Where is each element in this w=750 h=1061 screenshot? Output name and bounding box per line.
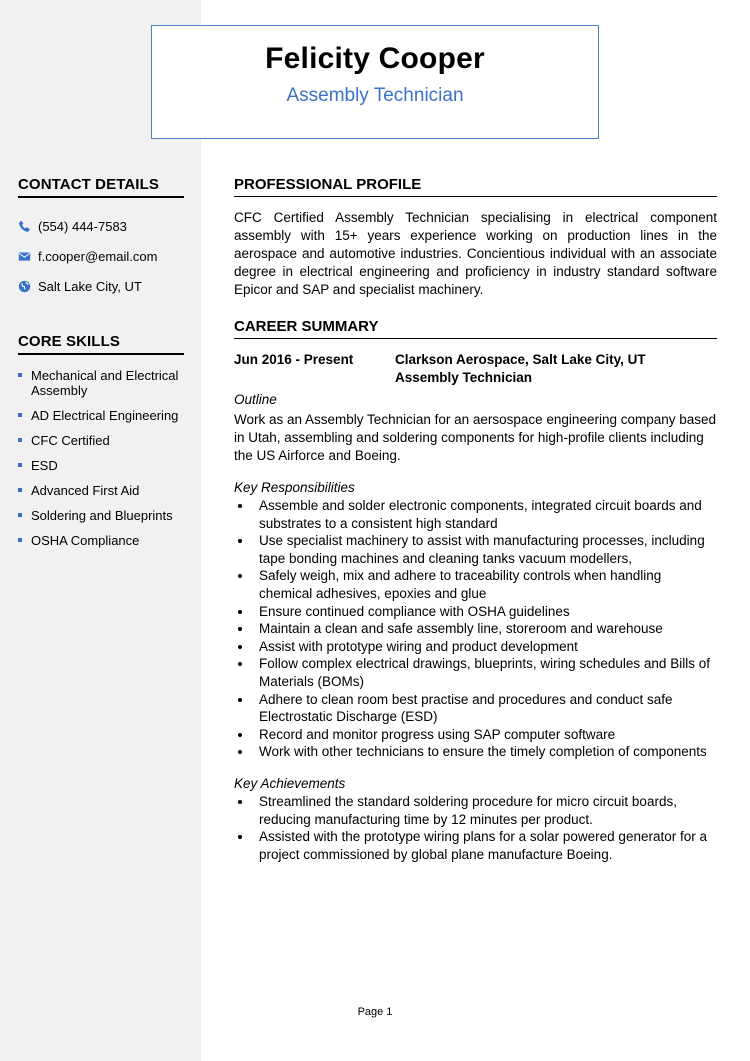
list-item: Work with other technicians to ensure the timely completion of components: [234, 743, 717, 761]
skills-section: [18, 333, 184, 558]
bullet-icon: [234, 638, 259, 656]
list-item: AD Electrical Engineering: [18, 408, 184, 423]
list-item: Use specialist machinery to assist with manufacturing processes, including tape bonding machines and cleaning tanks vacuum modellers,: [234, 532, 717, 567]
square-bullet-icon: [18, 413, 22, 417]
list-item: Follow complex electrical drawings, blueprints, wiring schedules and Bills of Materials (BOMs): [234, 655, 717, 690]
globe-icon: [18, 280, 31, 293]
list-item: CFC Certified: [18, 433, 184, 448]
profile-heading: PROFESSIONAL PROFILE: [234, 176, 717, 197]
list-item: Ensure continued compliance with OSHA guidelines: [234, 603, 717, 621]
list-item: Safely weigh, mix and adhere to traceability controls when handling chemical adhesives, epoxies and glue: [234, 567, 717, 602]
page-number: Page 1: [357, 1006, 393, 1018]
bullet-icon: [234, 691, 259, 726]
job-header: [234, 351, 717, 387]
skills-heading: CORE SKILLS: [18, 333, 184, 355]
phone-icon: [18, 220, 31, 233]
contact-location-text: Salt Lake City, UT: [38, 278, 142, 294]
contact-phone: [18, 211, 184, 241]
header-box: [151, 25, 599, 139]
list-item: Assist with prototype wiring and product development: [234, 638, 717, 656]
list-item: Advanced First Aid: [18, 483, 184, 498]
contact-email-text: f.cooper@email.com: [38, 248, 158, 264]
list-item: ESD: [18, 458, 184, 473]
career-section: [234, 318, 717, 863]
contact-email: [18, 241, 184, 271]
square-bullet-icon: [18, 488, 22, 492]
job-date: Jun 2016 - Present: [234, 352, 354, 367]
skills-list: [18, 368, 184, 548]
list-item: Adhere to clean room best practise and procedures and conduct safe Electrostatic Discharge (ESD): [234, 691, 717, 726]
bullet-icon: [234, 743, 259, 761]
bullet-icon: [234, 726, 259, 744]
square-bullet-icon: [18, 438, 22, 442]
job-company-block: [395, 351, 646, 387]
achievements-label: Key Achievements: [234, 775, 346, 791]
bullet-icon: [234, 567, 259, 602]
contact-location: [18, 271, 184, 301]
bullet-icon: [234, 793, 259, 828]
contact-list: [18, 211, 184, 301]
bullet-icon: [234, 655, 259, 690]
list-item: OSHA Compliance: [18, 533, 184, 548]
outline-text: Work as an Assembly Technician for an aersospace engineering company based in Utah, assembling and soldering components for high-profile clients including the US Airforce and Boeing.: [234, 412, 717, 463]
bullet-icon: [234, 497, 259, 532]
contact-phone-text: (554) 444-7583: [38, 218, 127, 234]
square-bullet-icon: [18, 513, 22, 517]
job-company: Clarkson Aerospace, Salt Lake City, UT: [395, 352, 646, 367]
bullet-icon: [234, 532, 259, 567]
list-item: Record and monitor progress using SAP computer software: [234, 726, 717, 744]
square-bullet-icon: [18, 463, 22, 467]
envelope-icon: [18, 250, 31, 263]
list-item: Assisted with the prototype wiring plans for a solar powered generator for a project commissioned by global plane manufacture Boeing.: [234, 828, 717, 863]
career-heading: CAREER SUMMARY: [234, 318, 717, 339]
achievements-list: [234, 793, 717, 863]
list-item: Assemble and solder electronic components, integrated circuit boards and substrates to a consistent high standard: [234, 497, 717, 532]
bullet-icon: [234, 603, 259, 621]
contact-section: [18, 176, 184, 301]
list-item: Soldering and Blueprints: [18, 508, 184, 523]
square-bullet-icon: [18, 373, 22, 377]
profile-text: CFC Certified Assembly Technician specialising in electrical component assembly with 15+ years experience working on production lines in the aerospace and automotive industries. Concientious individual with an associate degree in electrical engineering and proficiency in industry standard software Epicor and SAP and specialist machinery.: [234, 210, 717, 297]
list-item: Mechanical and Electrical Assembly: [18, 368, 184, 398]
job-title: Assembly Technician: [286, 85, 464, 106]
bullet-icon: [234, 828, 259, 863]
profile-section: [234, 176, 717, 299]
bullet-icon: [234, 620, 259, 638]
job-role: Assembly Technician: [395, 370, 533, 385]
list-item: Maintain a clean and safe assembly line, storeroom and warehouse: [234, 620, 717, 638]
list-item: Streamlined the standard soldering procedure for micro circuit boards, reducing manufacturing time by 12 minutes per product.: [234, 793, 717, 828]
square-bullet-icon: [18, 538, 22, 542]
responsibilities-label: Key Responsibilities: [234, 480, 355, 495]
contact-heading: CONTACT DETAILS: [18, 176, 184, 198]
responsibilities-list: [234, 497, 717, 761]
candidate-name: Felicity Cooper: [265, 42, 485, 75]
outline-label: Outline: [234, 392, 277, 407]
